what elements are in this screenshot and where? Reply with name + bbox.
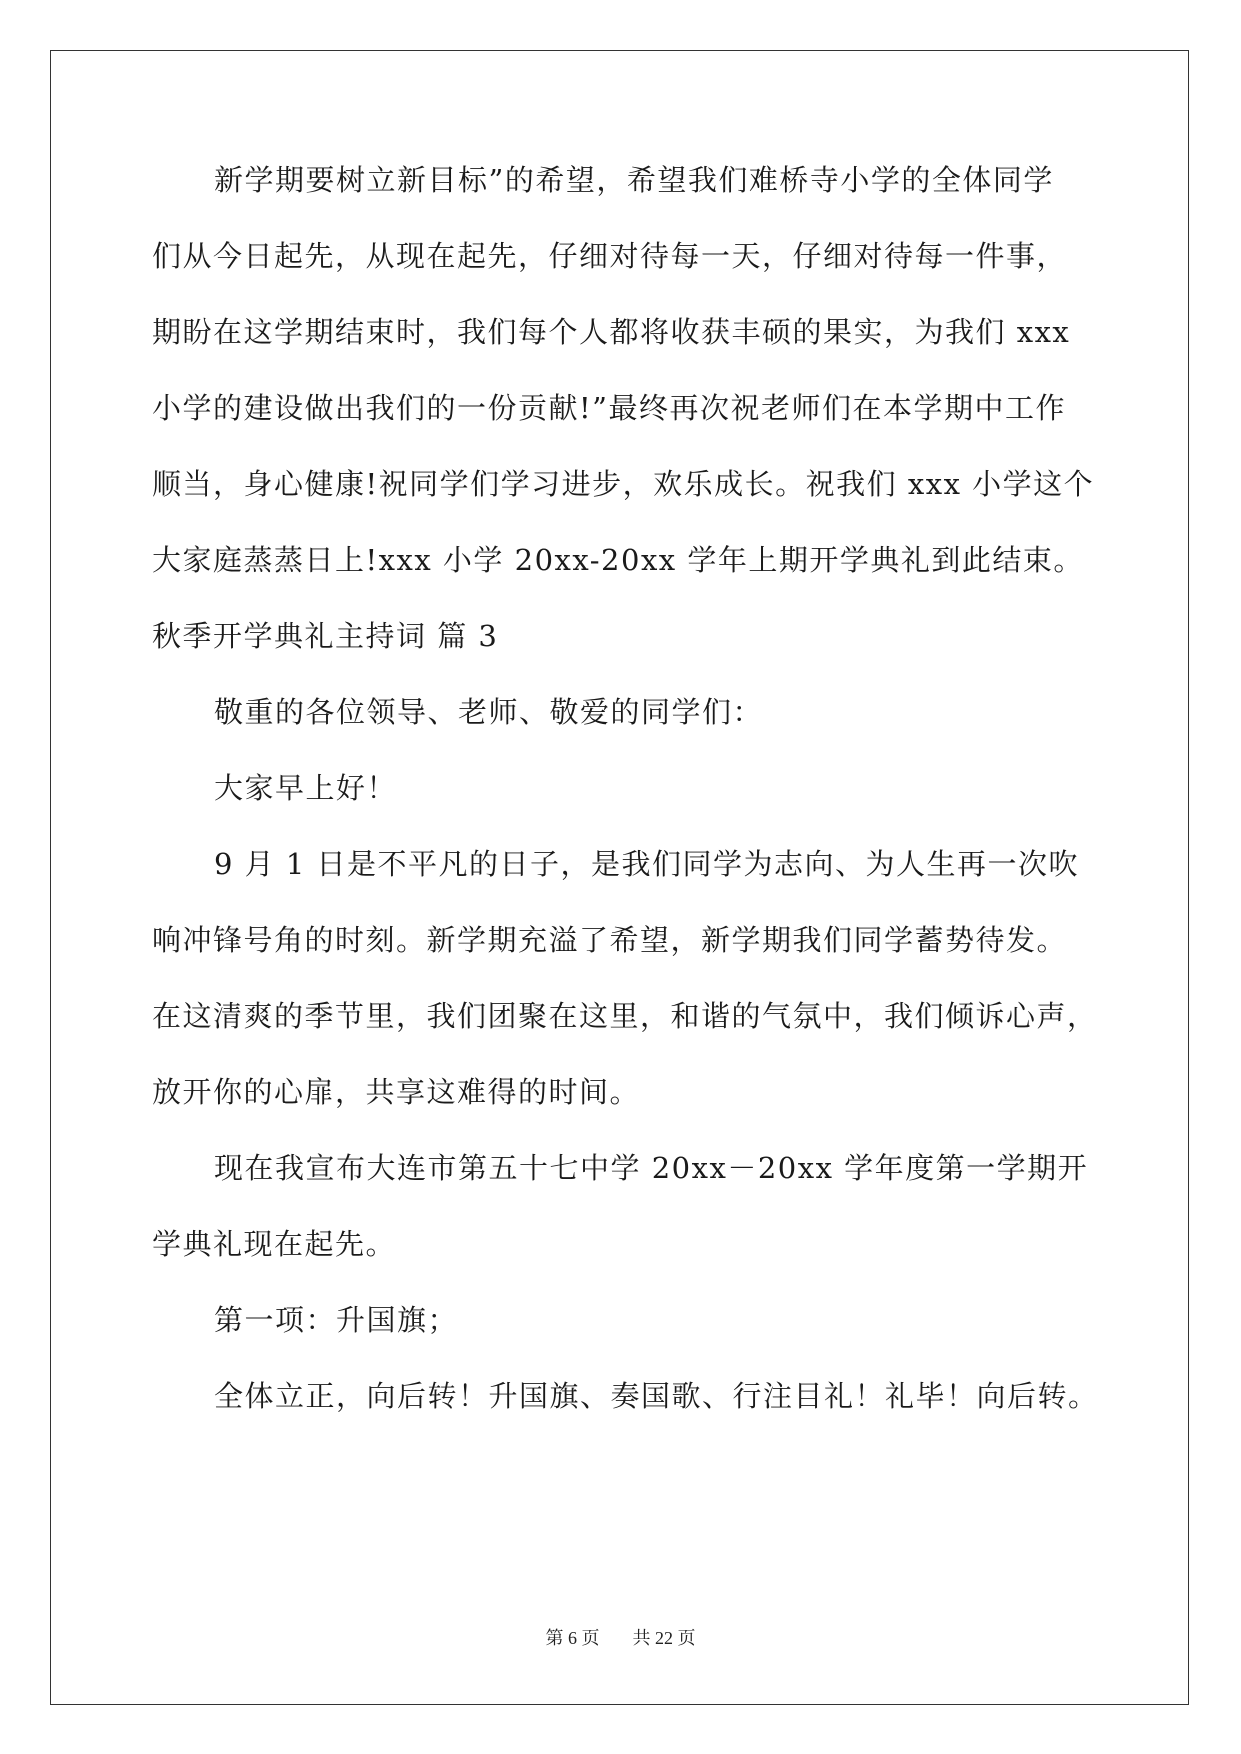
greeting: 大家早上好！ bbox=[214, 771, 398, 805]
text-line: 期盼在这学期结束时，我们每个人都将收获丰硕的果实，为我们 xxx bbox=[152, 315, 1071, 349]
text-line: 顺当，身心健康!祝同学们学习进步，欢乐成长。祝我们 xxx 小学这个 bbox=[152, 467, 1095, 501]
text-line: 现在我宣布大连市第五十七中学 20xx－20xx 学年度第一学期开 bbox=[214, 1151, 1089, 1185]
text-line: 新学期要树立新目标”的希望，希望我们难桥寺小学的全体同学 bbox=[214, 163, 1054, 197]
text-line: 第一项：升国旗； bbox=[214, 1303, 459, 1337]
text-line: 全体立正，向后转！升国旗、奏国歌、行注目礼！礼毕！向后转。 bbox=[214, 1379, 1099, 1413]
text-line: 放开你的心扉，共享这难得的时间。 bbox=[152, 1075, 641, 1109]
text-line: 大家庭蒸蒸日上!xxx 小学 20xx-20xx 学年上期开学典礼到此结束。 bbox=[152, 543, 1084, 577]
page-total: 共 22 页 bbox=[632, 1628, 696, 1648]
page-number: 第 6 页 bbox=[545, 1628, 600, 1648]
text-line: 学典礼现在起先。 bbox=[152, 1227, 397, 1261]
text-line: 在这清爽的季节里，我们团聚在这里，和谐的气氛中，我们倾诉心声， bbox=[152, 999, 1098, 1033]
text-line: 小学的建设做出我们的一份贡献!”最终再次祝老师们在本学期中工作 bbox=[152, 391, 1066, 425]
salutation: 敬重的各位领导、老师、敬爱的同学们： bbox=[214, 695, 764, 729]
text-line: 9 月 1 日是不平凡的日子，是我们同学为志向、为人生再一次吹 bbox=[214, 847, 1080, 881]
page-footer bbox=[0, 1624, 1241, 1650]
section-heading: 秋季开学典礼主持词 篇 3 bbox=[152, 619, 499, 653]
text-line: 们从今日起先，从现在起先，仔细对待每一天，仔细对待每一件事， bbox=[152, 239, 1068, 273]
text-line: 响冲锋号角的时刻。新学期充溢了希望，新学期我们同学蓄势待发。 bbox=[152, 923, 1068, 957]
